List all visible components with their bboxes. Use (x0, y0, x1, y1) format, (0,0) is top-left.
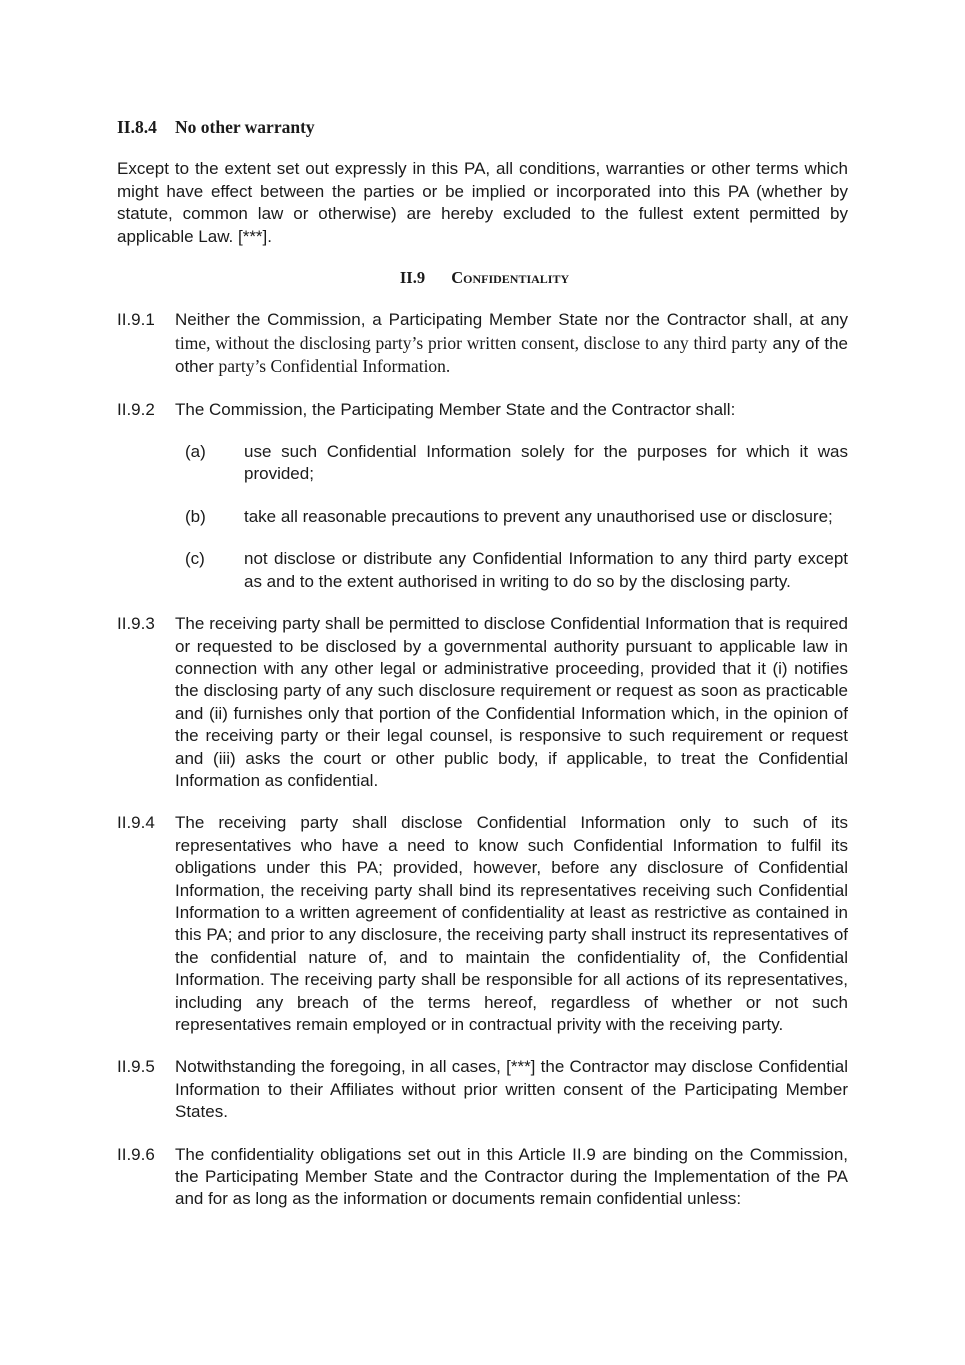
clause-number: II.9.3 (117, 614, 155, 634)
clause-text-part: Neither the Commission, a Participating Member State nor the Contractor shall, at any (175, 310, 848, 330)
warranty-paragraph: Except to the extent set out expressly in this PA, all conditions, warranties or other terms which might have effect between the parties or be implied or incorporated into this PA (whether by statute, common law or otherwise) are hereby excluded to the fullest extent permitted by applicable Law. [***]. (117, 159, 848, 246)
clause-number: II.9.5 (117, 1057, 155, 1077)
warranty-heading (117, 116, 848, 138)
clause-text (175, 309, 848, 378)
clause-number: II.9.4 (117, 813, 155, 833)
sub-item-label: (a) (185, 442, 206, 462)
clause-number: II.9.2 (117, 399, 155, 419)
clause-text: The Commission, the Participating Member State and the Contractor shall: (175, 399, 736, 419)
clause-text: The receiving party shall be permitted to disclose Confidential Information that is required or requested to be disclosed by a governmental authority pursuant to applicable law in connection with any other legal or administrative proceeding, provided that it (i) notifies the disclosing party of any such disclosure requirement or request as soon as practicable and (ii) furnishes only that portion of the Confidential Information which, in the opinion of the receiving party or their legal counsel, is responsive to such requirement or request and (iii) asks the court or other public body, if applicable, to treat the Confidential Information as confidential. (175, 614, 848, 790)
sub-item-a (117, 441, 848, 486)
clause-ii-9-2 (117, 399, 848, 421)
clause-text-part: party’s Confidential Information. (218, 356, 451, 377)
section-number: II.9 (399, 268, 426, 288)
clause-text-part: time, without the disclosing party’s prior written consent, disclose to any third party (175, 332, 768, 353)
clause-text-part: any of the other (175, 333, 848, 377)
clause-text: The confidentiality obligations set out in this Article II.9 are binding on the Commission, the Participating Member State and the Contractor during the Implementation of the PA and for as long as the information or documents remain confidential unless: (175, 1144, 848, 1209)
warranty-number: II.8.4 (117, 117, 157, 137)
sub-item-label: (c) (185, 549, 205, 569)
sub-item-text: take all reasonable precautions to prevent any unauthorised use or disclosure; (244, 506, 833, 526)
clause-ii-9-3 (117, 613, 848, 792)
section-title: Confidentiality (451, 268, 570, 288)
sub-item-b (117, 506, 848, 528)
clause-text: Notwithstanding the foregoing, in all cases, [***] the Contractor may disclose Confidential Information to their Affiliates without prior written consent of the Participating Member States. (175, 1057, 848, 1122)
clause-number: II.9.1 (117, 310, 155, 330)
section-heading (117, 267, 848, 289)
sub-item-text: not disclose or distribute any Confidential Information to any third party except as and to the extent authorised in writing to do so by the disclosing party. (244, 549, 848, 591)
clause-text: The receiving party shall disclose Confidential Information only to such of its representatives who have a need to know such Confidential Information to fulfil its obligations under this PA; provided, however, before any disclosure of Confidential Information, the receiving party shall bind its representatives receiving such Confidential Information to a written agreement of confidentiality at least as restrictive as contained in this PA; and prior to any disclosure, the receiving party shall instruct its representatives of the confidential nature of, and to maintain the confidentiality of, the Confidential Information. The receiving party shall be responsible for all actions of its representatives, including any breach of the terms hereof, regardless of whether or not such representatives remain employed or in contractual privity with the receiving party. (175, 813, 848, 1034)
sub-item-c (117, 548, 848, 593)
clause-ii-9-4 (117, 812, 848, 1036)
warranty-title: No other warranty (175, 117, 315, 137)
document-page (117, 116, 848, 1231)
clause-ii-9-5 (117, 1056, 848, 1123)
clause-ii-9-1 (117, 309, 848, 378)
clause-ii-9-6 (117, 1144, 848, 1211)
sub-item-text: use such Confidential Information solely for the purposes for which it was provided; (244, 442, 848, 484)
clause-number: II.9.6 (117, 1144, 155, 1164)
sub-item-label: (b) (185, 506, 206, 526)
